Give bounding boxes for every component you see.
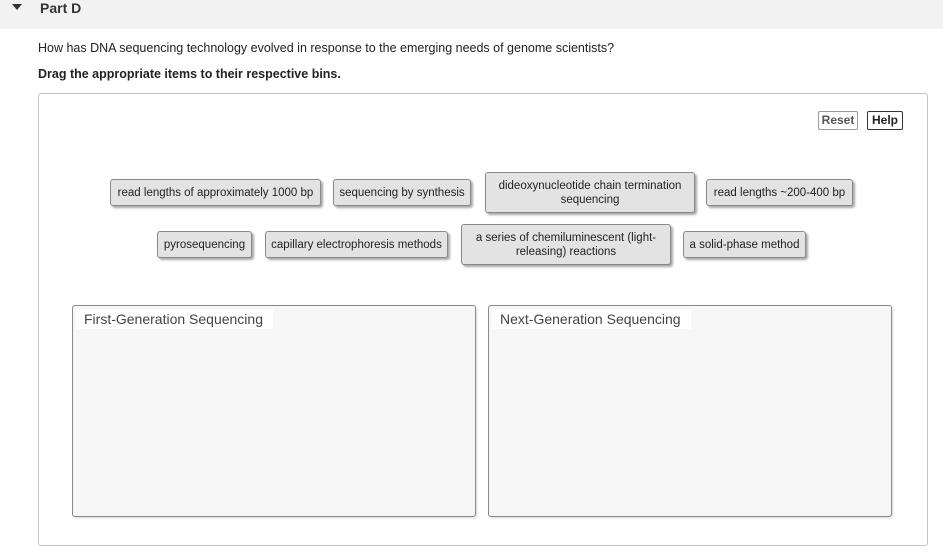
draggable-tile-read-lengths-200-400bp[interactable]: read lengths ~200-400 bp <box>706 179 853 206</box>
draggable-tile-pyrosequencing[interactable]: pyrosequencing <box>157 231 252 258</box>
bin-first-generation[interactable] <box>72 305 476 517</box>
draggable-tile-solid-phase[interactable]: a solid-phase method <box>683 231 806 258</box>
draggable-tile-dideoxynucleotide[interactable]: dideoxynucleotide chain termination sequencing <box>485 172 695 213</box>
bin-label: Next-Generation Sequencing <box>492 309 691 329</box>
part-header[interactable] <box>0 0 943 29</box>
reset-button[interactable]: Reset <box>818 111 858 130</box>
caret-down-icon[interactable] <box>12 4 22 10</box>
part-title: Part D <box>40 0 82 16</box>
draggable-tile-chemiluminescent[interactable]: a series of chemiluminescent (light-releasing) reactions <box>461 224 671 265</box>
bin-label: First-Generation Sequencing <box>76 309 273 329</box>
draggable-tile-sequencing-by-synthesis[interactable]: sequencing by synthesis <box>333 179 471 206</box>
instruction-text: Drag the appropriate items to their respective bins. <box>38 67 341 81</box>
draggable-tile-capillary-electrophoresis[interactable]: capillary electrophoresis methods <box>265 231 448 258</box>
bin-next-generation[interactable] <box>488 305 892 517</box>
help-button[interactable]: Help <box>867 111 903 130</box>
question-text: How has DNA sequencing technology evolved in response to the emerging needs of genome scientists? <box>38 41 615 55</box>
draggable-tile-read-lengths-1000bp[interactable]: read lengths of approximately 1000 bp <box>110 179 321 206</box>
